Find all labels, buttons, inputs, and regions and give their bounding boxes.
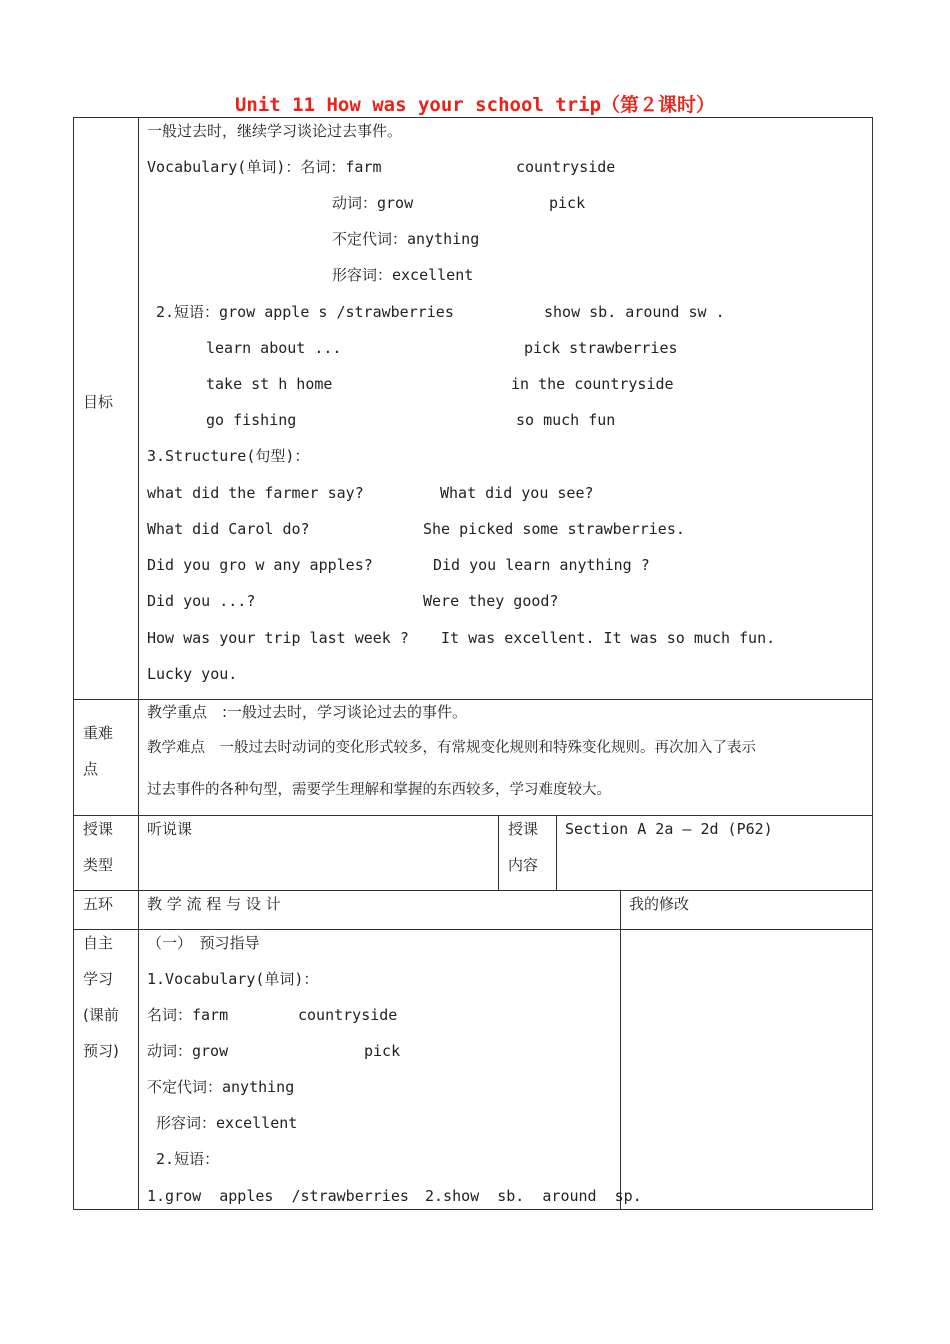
lesson-type-label: 类型 (83, 856, 114, 874)
teaching-focus: 教学重点 :一般过去时，学习谈论过去的事件。 (147, 703, 468, 721)
col-divider (556, 815, 557, 890)
sentence: It was excellent. It was so much fun. (441, 629, 776, 647)
preview-adj: 形容词：excellent (147, 1114, 298, 1132)
col-divider (138, 117, 139, 1210)
lesson-content-label: 内容 (508, 856, 539, 874)
self-study-label: 自主 (83, 934, 114, 952)
sentence: How was your trip last week ? (147, 629, 409, 647)
preview-noun2: countryside (298, 1006, 398, 1024)
phrase-fish: go fishing (206, 411, 297, 429)
self-study-label: 学习 (83, 970, 114, 988)
sentence: Did you gro w any apples? (147, 556, 373, 574)
flow-header-col2: 教 学 流 程 与 设 计 (147, 895, 281, 913)
sentence: Lucky you. (147, 665, 238, 683)
sentence: Did you ...? (147, 592, 256, 610)
vocab-adj: 形容词：excellent (332, 266, 474, 284)
preview-guide: （一） 预习指导 (147, 934, 260, 952)
row-divider (73, 929, 873, 930)
preview-phrase: 2.show sb. around sp. (425, 1187, 642, 1205)
preview-pron: 不定代词：anything (147, 1078, 295, 1096)
vocab-verb2: pick (549, 194, 586, 212)
preview-noun: 名词：farm (147, 1006, 229, 1024)
lesson-content-value: Section A 2a — 2d (P62) (565, 820, 773, 838)
lesson-type-value: 听说课 (147, 820, 193, 838)
vocab-verb: 动词：grow (332, 194, 414, 212)
phrase-pick: pick strawberries (524, 339, 678, 357)
phrase-take: take st h home (206, 375, 333, 393)
preview-verb2: pick (364, 1042, 401, 1060)
structure-heading: 3.Structure(句型)： (147, 447, 310, 465)
teaching-difficulty: 过去事件的各种句型，需要学生理解和掌握的东西较多，学习难度较大。 (147, 782, 611, 798)
phrases-heading: 2.短语：grow apple s /strawberries (156, 303, 454, 321)
page-title: Unit 11 How was your school trip（第２课时） (234, 94, 716, 116)
lesson-type-label: 授课 (83, 820, 114, 838)
sentence: What did you see? (440, 484, 594, 502)
flow-header-col3: 我的修改 (629, 895, 690, 913)
vocab-heading: Vocabulary(单词)：名词：farm (147, 158, 382, 176)
self-study-label: (课前 (83, 1006, 119, 1024)
sentence: Did you learn anything ? (433, 556, 650, 574)
phrase-country: in the countryside (511, 375, 674, 393)
vocab-noun2: countryside (516, 158, 616, 176)
self-study-label: 预习) (83, 1042, 119, 1060)
phrase-show: show sb. around sw . (544, 303, 725, 321)
difficulty-label: 重难 (83, 724, 114, 742)
row-divider (73, 815, 873, 816)
row-divider (73, 890, 873, 891)
preview-verb: 动词：grow (147, 1042, 229, 1060)
teaching-difficulty: 教学难点 一般过去时动词的变化形式较多，有常规变化规则和特殊变化规则。再次加入了表示 (147, 740, 756, 756)
goals-label: 目标 (83, 393, 114, 411)
preview-phrases: 2.短语： (147, 1150, 220, 1168)
row-divider (73, 699, 873, 700)
sentence: Were they good? (423, 592, 559, 610)
preview-vocab: 1.Vocabulary(单词)： (147, 970, 319, 988)
col-divider (620, 890, 621, 1210)
sentence: What did Carol do? (147, 520, 310, 538)
difficulty-label: 点 (83, 760, 99, 778)
phrase-learn: learn about ... (206, 339, 342, 357)
phrase-fun: so much fun (516, 411, 616, 429)
vocab-pron: 不定代词：anything (332, 230, 480, 248)
col-divider (498, 815, 499, 890)
lesson-content-label: 授课 (508, 820, 539, 838)
preview-phrase: 1.grow apples /strawberries (147, 1187, 409, 1205)
flow-header-col1: 五环 (83, 895, 114, 913)
sentence: what did the farmer say? (147, 484, 364, 502)
sentence: She picked some strawberries. (423, 520, 685, 538)
goals-intro: 一般过去时，继续学习谈论过去事件。 (147, 122, 403, 140)
